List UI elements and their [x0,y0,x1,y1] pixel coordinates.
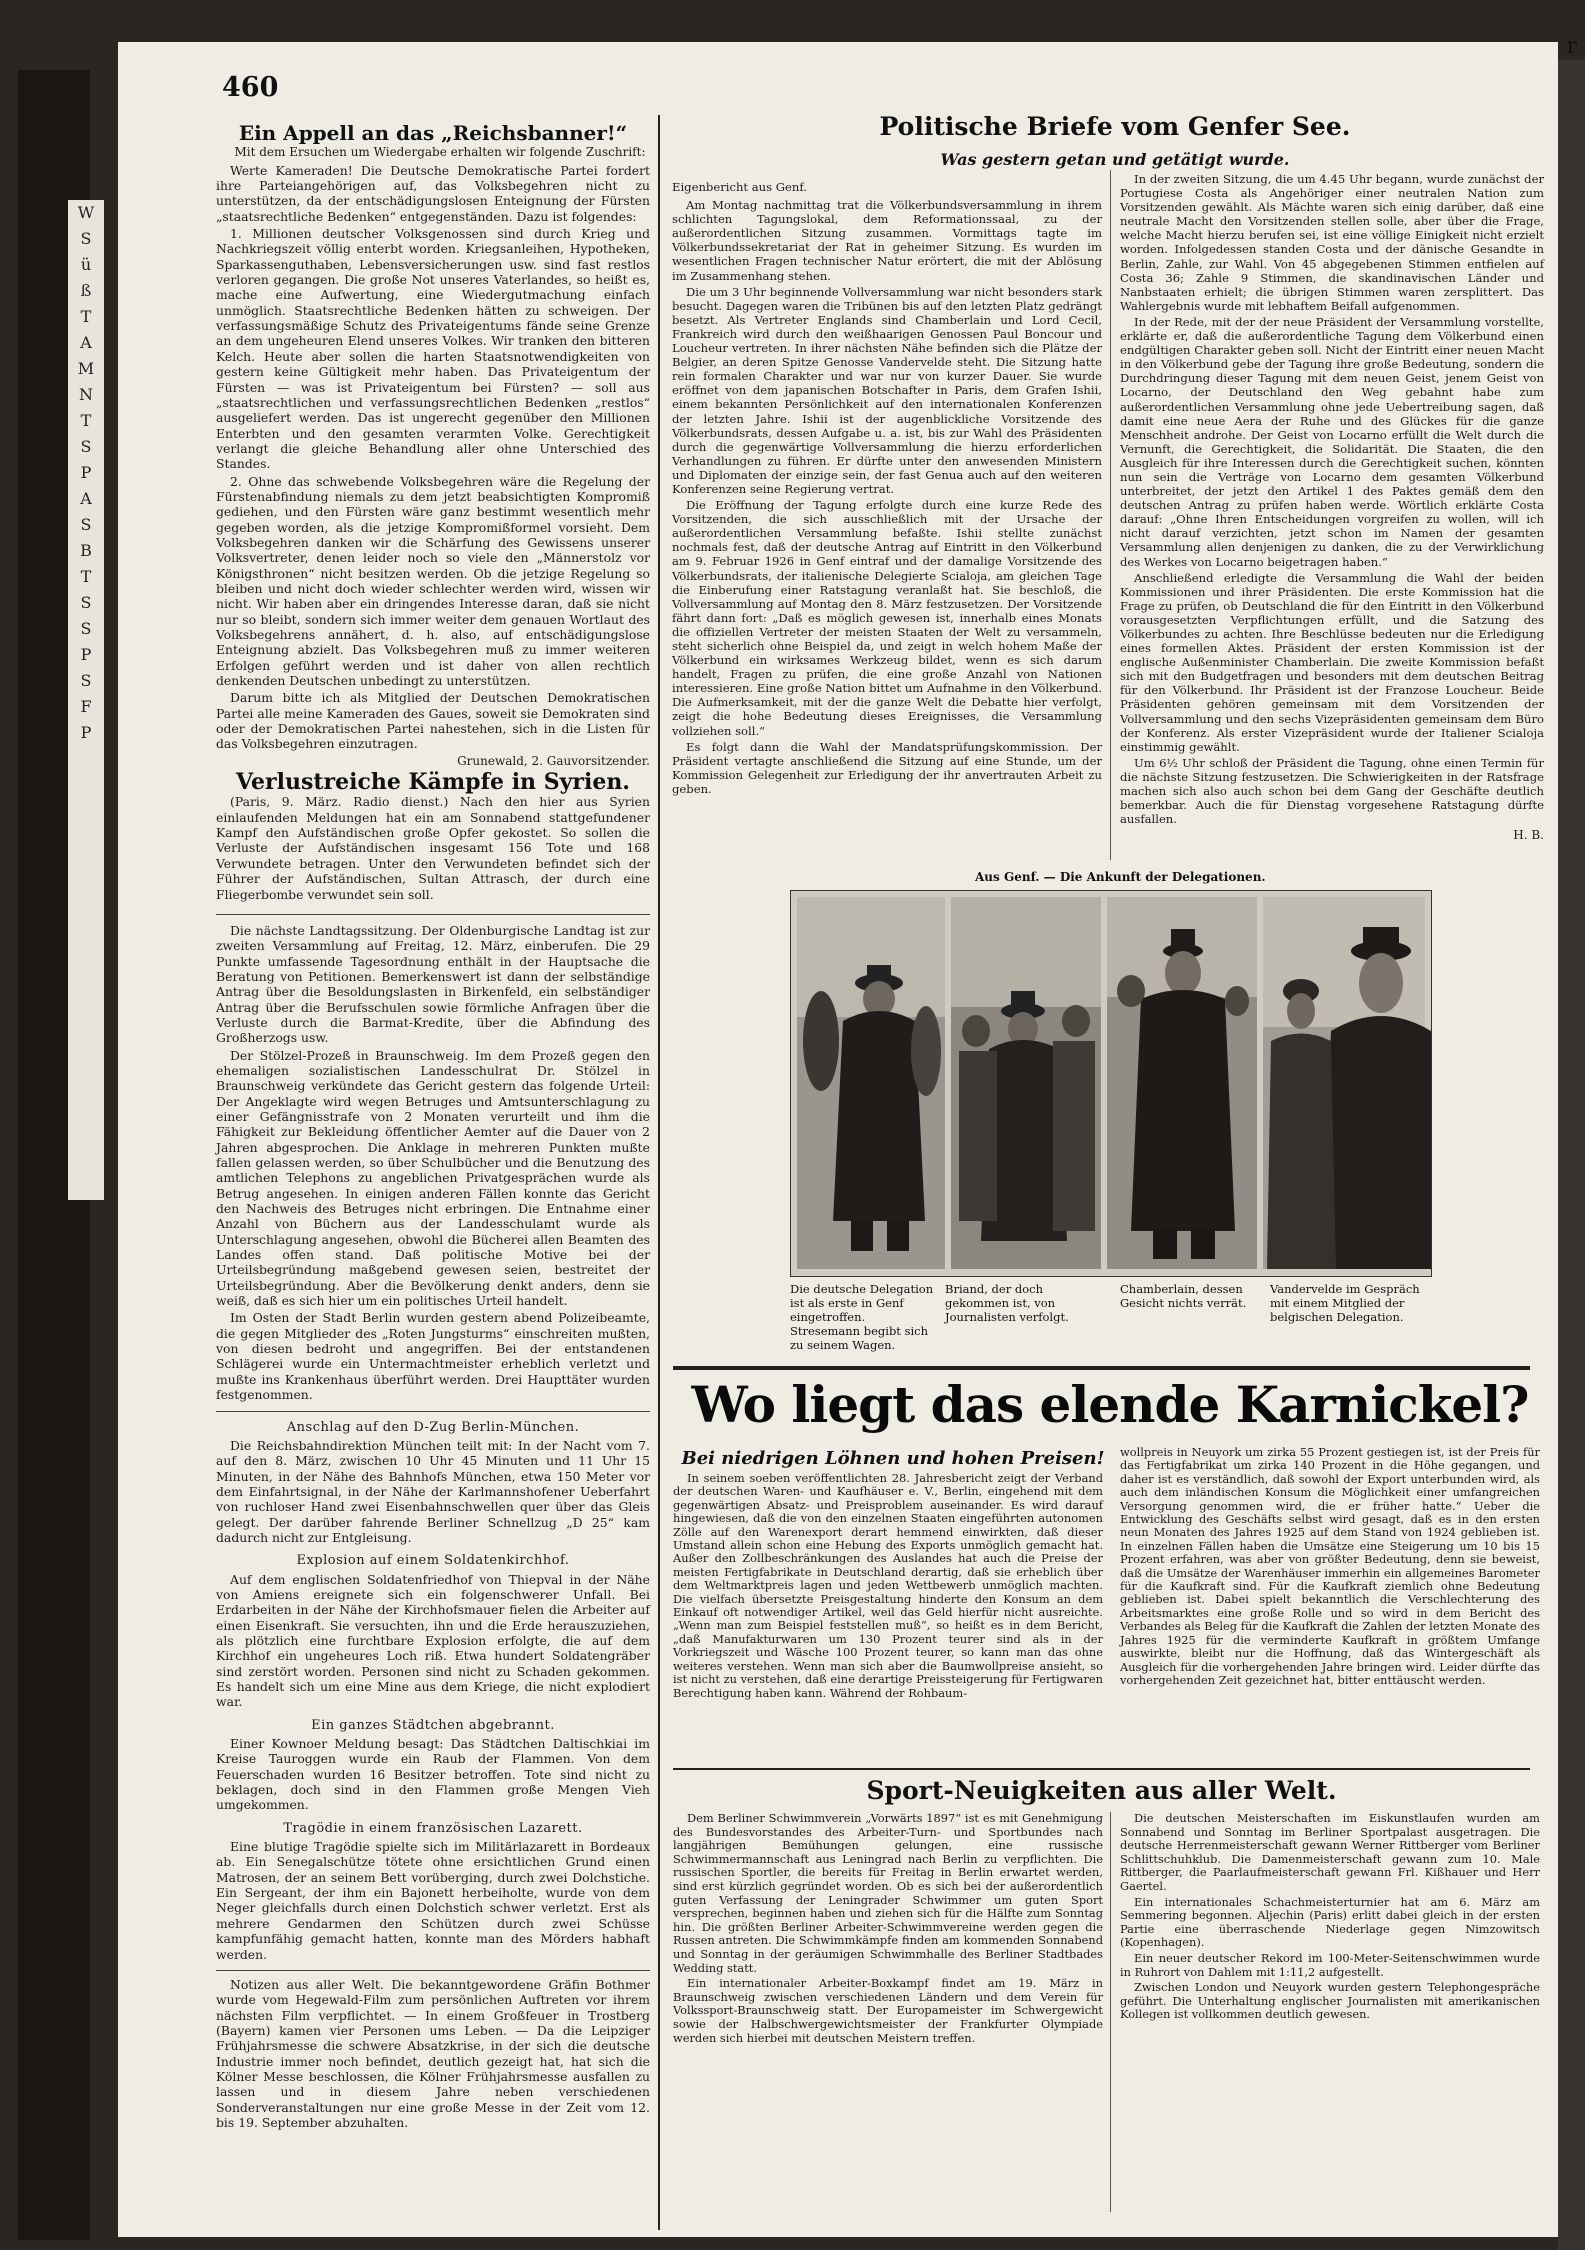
genf-paragraph: In der Rede, mit der der neue Präsident der Versammlung vorstellte, erklärte er, daß die außerordentliche Tagung dem Völkerbund einen endgültigen Charakter geben soll. Nicht der Eintritt einer neuen Macht in den Völkerbund gebe der Tagung ihre große Bedeutung, sondern die Durchdringung dieser Tagung mit dem neuen Geist, jenem Geist von Locarno, der Deutschland den Weg gebahnt habe zum außerordentlichen Versammlung ohne jede Uebertreibung sagen, daß damit eine neue Aera der Ruhe und des Glückes für die ganze Menschheit androhe. Der Geist von Locarno erfüllt die Welt durch die Vernunft, die Gerechtigkeit, die Solidarität. Die Staaten, die den Ausgleich für ihre Interessen durch die Gerechtigkeit suchen, könnten nun sein die Verträge von Locarno dem gesamten Völkerbund unterbreitet, der jetzt den Artikel 1 des Paktes gemäß dem den deutschen Antrag zu prüfen haben werde. Wörtlich erklärte Costa darauf: „Ohne Ihren Entscheidungen vorgreifen zu wollen, will ich nicht darauf verzichten, jetzt schon im Namen der gesamten Versammlung allen denjenigen zu danken, die zu der Verwirklichung des Werkes von Locarno beigetragen haben.“ [1120,314,1544,569]
binding-fragment-letter: T [80,307,92,326]
genf-paragraph: Die um 3 Uhr beginnende Vollversammlung war nicht besonders stark besucht. Dagegen waren die Tribünen bis auf den letzten Platz gedrängt besetzt. Als Vertreter Englands sind Chamberlain und Lord Cecil, Frankreich wird durch den weißhaarigen Genossen Paul Boncour und Loucheur vertreten. In ihrer nächsten Nähe befinden sich die Plätze der Belgier, an deren Spitze Genosse Vandervelde steht. Die Sitzung hatte rein formalen Charakter und war nur von kurzer Dauer. Sie wurde eröffnet von dem japanischen Botschafter in Paris, dem Grafen Ishii, einem bekannten Persönlichkeit auf den internationalen Konferenzen der letzten Jahre. Ishii ist der augenblickliche Vorsitzende des Völkerbundsrats, dessen Aufgabe u. a. ist, bis zur Wahl des Präsidenten durch die gegenwärtige Vollversammlung die hierzu erforderlichen Verhandlungen zu führen. Er dürfte unter den anwesenden Ministern und Diplomaten der einzige sein, der fast Genua auch auf den weiteren Konferenzen seine Regierung vertrat. [672,284,1102,496]
genf-paragraph: Anschließend erledigte die Versammlung die Wahl der beiden Kommissionen und ihrer Präsidenten. Die erste Kommission hat die Frage zu prüfen, ob Deutschland die für den Eintritt in den Völkerbund vorausgesetzten Verpflichtungen erfüllt, und die Satzung des Völkerbundes zu achten. Ihre Beschlüsse bedeuten nur die Erledigung eines formellen Aktes. Präsident der ersten Kommission ist der englische Außenminister Chamberlain. Die zweite Kommission befaßt sich mit den Budgetfragen und besonders mit dem deutschen Beitrag für den Völkerbund. Ihr Präsident ist der Franzose Loucheur. Beide Präsidenten gehören gemeinsam mit dem Vorsitzenden der Vollversammlung und den sechs Vizepräsidenten gemeinsam dem Büro der Konferenz. Als erster Vizepräsident wurde der Italiener Scialoja einstimmig gewählt. [1120,570,1544,754]
page-number: 460 [222,72,279,103]
notice-dzug: Die Reichsbahndirektion München teilt mit: In der Nacht vom 7. auf den 8. März, zwischen 10 Uhr 45 Minuten und 11 Uhr 15 Minuten, in der Nähe des Bahnhofs München, etwa 150 Meter vor dem Einfahrtsignal, in der Nähe der Karlmannshofener Ueberfahrt von ruchloser Hand zwei Eisenbahnschwellen quer über das Gleis gelegt. Der darüber fahrende Berliner Schnellzug „D 25“ kam dadurch nicht zur Entgleisung. [216,1437,650,1545]
photo-caption-briand: Briand, der doch gekommen ist, von Journalisten verfolgt. [945,1282,1069,1324]
brand-headline: Ein ganzes Städtchen abgebrannt. [311,1717,555,1733]
genf-headline: Politische Briefe vom Genfer See. [879,112,1351,141]
notice-explosion: Auf dem englischen Soldatenfriedhof von Thiepval in der Nähe von Amiens ereignete sich ein folgenschwerer Unfall. Bei Erdarbeiten in der Nähe der Kirchhofsmauer fielen die Arbeiter auf einen Eisenkraft. Sie versuchten, ihn und die Erde herauszuziehen, als plötzlich eine furchtbare Explosion erfolgte, die auf dem Kirchhof ein ungeheures Loch riß. Etwa hundert Soldatengräber sind zerstört worden. Personen sind nicht zu Schaden gekommen. Es handelt sich um eine Mine aus dem Kriege, die nicht explodiert war. [216,1571,650,1710]
photo-caption-chamberlain: Chamberlain, dessen Gesicht nichts verrät. [1120,1282,1247,1310]
section-divider [216,904,650,915]
genf-paragraph: Die Eröffnung der Tagung erfolgte durch eine kurze Rede des Vorsitzenden, die sich ausschließlich mit der Ursache der außerordentlichen Versammlung befaßte. Ishii stellte zunächst nochmals fest, daß der deutsche Antrag auf Eintritt in den Völkerbund am 9. Februar 1926 in Genf eintraf und der damalige Vorsitzende des Völkerbundsrats, der italienische Delegierte Scialoja, am gleichen Tage die Einberufung einer Ratstagung veranlaßt hat. Sie beschloß, die Vollversammlung auf Montag den 8. März festzusetzen. Der Vorsitzende fährt dann fort: „Daß es möglich gewesen ist, innerhalb eines Monats die offiziellen Vertreter der meisten Staaten der Welt zu versammeln, steht sicherlich ohne Beispiel da, und zeigt in welch hohem Maße der Völkerbund ein wirksames Werkzeug bildet, wenn es sich darum handelt, Fragen zu prüfen, die eine große Anzahl von Nationen interessieren. Eine große Nation bittet um Aufnahme in den Völkerbund. Die Aufmerksamkeit, mit der die ganze Welt die Debatte hier verfolgt, zeigt die hohe Bedeutung dieses Ereignisses, die Versammlung vollziehen soll.“ [672,498,1102,738]
corner-mark: r [1566,34,1577,59]
binding-fragment-letter: ß [80,281,92,300]
sport-paragraph: Zwischen London und Neuyork wurden gestern Telephongespräche geführt. Die Unterhaltung englischer Journalisten mit amerikanischen Kollegen ist vollkommen deutlich gewesen. [1120,1980,1540,2022]
binding-fragment-letter: ü [80,255,92,274]
left-column [216,120,650,2132]
sport-paragraph: Ein neuer deutscher Rekord im 100-Meter-Seitenschwimmen wurde in Ruhrort von Dahlem mit 1:11,2 aufgestellt. [1120,1950,1540,1979]
binding-fragment-letter: P [80,645,92,664]
appell-paragraph: Darum bitte ich als Mitglied der Deutschen Demokratischen Partei alle meine Kameraden des Gaues, soweit sie Demokraten sind oder der Demokratischen Partei nahestehen, sich in die Listen für das Volksbegehren einzutragen. [216,690,650,752]
appell-paragraph: 2. Ohne das schwebende Volksbegehren wäre die Regelung der Fürstenabfindung niemals zu dem jetzt beabsichtigten Kompromiß gediehen, und den Fürsten wäre ganz bestimmt wesentlich mehr gegeben worden, als die jetzige Kompromißformel vorsieht. Dem Volksbegehren danken wir die Schärfung des Gewissens unserer Volksvertreter, denen leider noch so viele den „Männerstolz vor Königsthronen“ nicht besitzen werden. Ob die jetzige Regelung so bleiben und nicht doch wieder schlechter werden wird, wissen wir nicht. Wir haben aber ein dringendes Interesse daran, daß sie nicht nur so bleibt, sondern sich immer weiter dem genauen Wortlaut des Volksbegehrens annähert, d. h. also, auf entschädigungslose Enteignung abzielt. Das Volksbegehren muß zu immer weiteren Erfolgen geführt werden und ist daher von allen rechtlich denkenden Deutschen unbedingt zu unterstützen. [216,473,650,689]
notice-lazarett: Eine blutige Tragödie spielte sich im Militärlazarett in Bordeaux ab. Ein Senegalschütze tötete ohne ersichtlichen Grund einen Matrosen, der an seinem Bett vorüberging, durch zwei Dolchstiche. Ein Sergeant, der ihm ein Bajonett herbeiholte, wurde von dem Neger gleichfalls durch einen Dolchstich schwer verletzt. Erst als mehrere Gendarmen den Schützen durch zwei Schüsse kampfunfähig gemacht hatten, konnte man des Mörders habhaft werden. [216,1839,650,1962]
sport-paragraph: Ein internationaler Arbeiter-Boxkampf findet am 19. März in Braunschweig zwischen verschiedenen Ländern und dem Verein für Volkssport-Braunschweig statt. Der Europameister im Schwergewicht sowie der Halbschwergewichtsmeister der Frankfurter Olympiade werden sich hierbei mit deutschen Meistern treffen. [673,1976,1103,2045]
binding-fragment-letter: M [77,359,95,378]
genf-paragraph: In der zweiten Sitzung, die um 4.45 Uhr begann, wurde zunächst der Portugiese Costa als Angehöriger einer neutralen Nation zum Vorsitzenden gewählt. Als Mächte waren sich einig darüber, daß eine neutrale Macht den Vorsitzenden stellen solle, aber über die Frage, welche Macht hierzu berufen sei, ist eine völlige Einigkeit nicht erzielt worden. Infolgedessen standen Costa und der dänische Gesandte in Berlin, Zahle, zur Wahl. Von 45 abgegebenen Stimmen entfielen auf Costa 36; Zahle 9 Stimmen, die skandinavischen Länder und Nanbstaaten erhielt; die übrigen Stimmen waren zersplittert. Das Wahlergebnis wurde mit lebhaftem Beifall aufgenommen. [1120,172,1544,313]
genf-right-column [1120,172,1544,848]
binding-fragment-letter: F [80,697,92,716]
appell-signature: Grunewald, 2. Gauvorsitzender. [457,753,650,768]
appell-headline: Ein Appell an das „Reichsbanner!“ [238,121,628,145]
photo-caption-german-delegation: Die deutsche Delegation ist als erste in Genf eingetroffen. Stresemann begibt sich zu seinem Wagen. [790,1282,934,1352]
genf-left-column [672,180,1102,798]
notice-notizen: Notizen aus aller Welt. Die bekanntgewordene Gräfin Bothmer wurde vom Hegewald-Film zum persönlichen Auftreten vor ihrem nächsten Film verpflichtet. — In einem Großfeuer in Trostberg (Bayern) kamen vier Personen ums Leben. — Da die Leipziger Frühjahrsmesse die schwere Absatzkrise, in der sich die deutsche Industrie immer noch befindet, deutlich gezeigt hat, hat sich die Kölner Messe beschlossen, die Kölner Frühjahrsmesse ausfallen zu lassen und in diesem Jahre neben verschiedenen Sonderveranstaltungen nur eine große Messe in der Zeit vom 12. bis 19. September abzuhalten. [216,1976,650,2130]
section-divider [216,1405,650,1412]
binding-fragment-letter: P [80,463,92,482]
lazarett-headline: Tragödie in einem französischen Lazarett. [283,1820,583,1836]
genf-dateline: Eigenbericht aus Genf. [672,180,807,194]
photo-caption-vandervelde: Vandervelde im Gespräch mit einem Mitglied der belgischen Delegation. [1270,1282,1420,1324]
sport-column-divider [1110,1812,1111,2212]
sport-headline: Sport-Neuigkeiten aus aller Welt. [866,1776,1337,1805]
genf-paragraph: Es folgt dann die Wahl der Mandatsprüfungskommission. Der Präsident vertagte anschließend die Sitzung auf eine Stunde, um der Kommission Gelegenheit zur Erledigung der ihr anvertrauten Arbeit zu geben. [672,739,1102,796]
sport-paragraph: Dem Berliner Schwimmverein „Vorwärts 1897“ ist es mit Genehmigung des Bundesvorstandes des Arbeiter-Turn- und Sportbundes nach langjährigen Bemühungen gelungen, eine russische Schwimmermannschaft aus Leningrad nach Berlin zu verpflichten. Die russischen Sportler, die bereits für Freitag in Berlin erwartet werden, sind erst kürzlich gegründet worden. Ob es sich bei der außerordentlich guten Verfassung der Leningrader Schwimmer um guten Sport versprechen, beginnen haben und ziehen sich für die Hälfte zum Sonntag hin. Die größten Berliner Arbeiter-Schwimmvereine werden gegen die Russen antreten. Die Schwimmkämpfe finden am kommenden Sonnabend und Sonntag in der geräumigen Schwimmhalle des Berliner Stadtbades Wedding statt. [673,1811,1103,1975]
delegation-photo-strip [790,890,1432,1277]
karnickel-right-column [1120,1446,1540,1689]
appell-intro: Mit dem Ersuchen um Wiedergabe erhalten wir folgende Zuschrift: [234,145,646,160]
binding-fragment-letter: A [80,489,92,508]
notice-stoelzel: Der Stölzel-Prozeß in Braunschweig. Im dem Prozeß gegen den ehemaligen sozialistischen Landesschulrat Dr. Stölzel in Braunschweig verkündete das Gericht gestern das folgende Urteil: Der Angeklagte wird wegen Betruges und Amtsunterschlagung zu einer Gefängnisstrafe von 2 Monaten verurteilt und ihm die Fähigkeit zur Bekleidung öffentlicher Aemter auf die Dauer von 2 Jahren abgesprochen. Die Anklage in mehreren Punkten mußte fallen gelassen werden, so über Schulbücher und die Benutzung des amtlichen Telephons zu angeblichen Privatgesprächen wurde als Betrug angesehen. In einigen anderen Fällen konnte das Gericht den Nachweis des Betruges nicht erbringen. Die Entnahme einer Anzahl von Büchern aus der Landesschulamt wurde als Unterschlagung angesehen, obwohl die Bücherei allen Beamten des Landes offen stand. Daß politische Motive bei der Urteilsbegründung maßgebend gewesen seien, bestreitet der Urteilsbegründung. Aber die Bevölkerung denkt anders, denn sie weiß, daß es sich hier um ein politisches Urteil handelt. [216,1047,650,1309]
binding-fragment-letter: S [80,515,92,534]
syrien-headline: Verlustreiche Kämpfe in Syrien. [236,769,630,796]
section-divider [216,1964,650,1971]
photo-caption-header: Aus Genf. — Die Ankunft der Delegationen. [975,870,1266,884]
binding-fragment-letter: A [80,333,92,352]
sport-paragraph: Ein internationales Schachmeisterturnier hat am 6. März am Semmering begonnen. Aljechin (Paris) erlitt dabei gleich in der ersten Partie eine überraschende Niederlage gegen Nimzowitsch (Kopenhagen). [1120,1894,1540,1950]
dzug-headline: Anschlag auf den D-Zug Berlin-München. [286,1419,580,1435]
binding-fragment-letter: T [80,567,92,586]
karnickel-subheadline: Bei niedrigen Löhnen und hohen Preisen! [681,1448,1105,1469]
binding-fragment-letter: S [80,229,92,248]
book-binding [18,70,95,2240]
notice-brand: Einer Kownoer Meldung besagt: Das Städtchen Daltischkiai im Kreise Tauroggen wurde ein Raub der Flammen. Von dem Feuerschaden wurden 16 Besitzer betroffen. Tote sind nicht zu beklagen, doch sind in den Flammen große Mengen Vieh umgekommen. [216,1736,650,1813]
sport-left-column [673,1812,1103,2047]
binding-fragment-letter: P [80,723,92,742]
delegation-photo [791,891,1431,1276]
adjacent-page-strip [68,200,104,1200]
binding-fragment-letter: S [80,671,92,690]
binding-fragment-letter: T [80,411,92,430]
sport-paragraph: Die deutschen Meisterschaften im Eiskunstlaufen wurden am Sonnabend und Sonntag im Berliner Sportpalast ausgetragen. Die deutsche Herrenmeisterschaft gewann Werner Rittberger vom Berliner Schlittschuhklub. Die Damenmeisterschaft gewann zum 10. Male Rittberger, die Paarlaufmeisterschaft gewann Frl. Kißhauer und Herr Gaertel. [1120,1811,1540,1893]
appell-paragraph: 1. Millionen deutscher Volksgenossen sind durch Krieg und Nachkriegszeit völlig enterbt worden. Kriegsanleihen, Hypotheken, Sparkassenguthaben, Lebensversicherungen usw. sind fast restlos verloren gegangen. Die große Not unseres Vaterlandes, so heißt es, mache eine Aufwertung, eine Wiedergutmachung einfach unmöglich. Staatsrechtliche Bedenken hätten zu schweigen. Der verfassungsmäßige Schutz des Privateigentums fände seine Grenze an dem ungeheuren Elend unseres Volkes. Wir tranken den bitteren Kelch. Heute aber sollen die harten Staatsnotwendigkeiten von gestern keine Gültigkeit mehr haben. Das Privateigentum der Fürsten — was ist Privateigentum bei Fürsten? — soll aus „staatsrechtlichen und verfassungsrechtlichen Bedenken „restlos“ ausgeliefert werden. Das ist ungerecht gegenüber den Millionen Enterbten und den gesamten verarmten Volke. Gerechtigkeit verlangt die gleiche Behandlung aller ohne Unterschied des Standes. [216,226,650,472]
sport-right-column [1120,1812,1540,2024]
genf-paragraph: Um 6½ Uhr schloß der Präsident die Tagung, ohne einen Termin für die nächste Sitzung festzusetzen. Die Schwierigkeiten in der Ratsfrage machen sich also auch schon bei dem Gang der Geschäfte deutlich bemerkbar. Auch die für Dienstag vorgesehene Ratstagung dürfte ausfallen. [1120,755,1544,827]
binding-fragment-letter: W [77,203,95,222]
explosion-headline: Explosion auf einem Soldatenkirchhof. [296,1553,570,1569]
genf-column-divider [1110,170,1111,860]
notice-landtag: Die nächste Landtagssitzung. Der Oldenburgische Landtag ist zur zweiten Versammlung auf Freitag, 12. März, einberufen. Die 29 Punkte umfassende Tagesordnung enthält in der Hauptsache die Beratung von Petitionen. Bemerkenswert ist dann der selbständige Antrag über die Besoldungslasten in Birkenfeld, ein selbständiger Antrag über die Berufsschulen sowie förmliche Anfragen über die Verluste durch die Barmat-Kredite, über die Abfindung des Großherzogs usw. [216,922,650,1046]
karnickel-left-column [673,1472,1103,1702]
sport-top-rule [673,1768,1530,1770]
binding-fragment-letter: S [80,437,92,456]
genf-signature: H. B. [1513,828,1544,843]
right-page-edge [1558,60,1585,2250]
appell-paragraph: Werte Kameraden! Die Deutsche Demokratische Partei fordert ihre Parteiangehörigen auf, das Volksbegehren nicht zu unterstützen, da der entschädigungslosen Enteignung der Fürsten „staatsrechtliche Bedenken“ entgegenständen. Dazu ist folgendes: [216,162,650,224]
karnickel-headline: Wo liegt das elende Karnickel? [691,1375,1529,1434]
karnickel-paragraph: In seinem soeben veröffentlichten 28. Jahresbericht zeigt der Verband der deutschen Waren- und Kaufhäuser e. V., Berlin, eingehend mit dem gegenwärtigen Absatz- und Preisproblem auseinander. Es wird darauf hingewiesen, daß die von den einzelnen Staaten eingeführten autonomen Zölle auf den Warenexport derart hemmend einwirkten, daß dieser Umstand allein schon eine Hebung des Exports unmöglich gemacht hat. Außer den Zollbeschränkungen des Auslandes hat auch die Preise der meisten Fertigfabrikate in Deutschland derartig, daß sie erheblich über dem Weltmarktpreis lagen und jeden Wettbewerb unmöglich machten. Die vielfach übersetzte Preisgestaltung hinderte den Konsum an dem Einkauf oft notwendiger Artikel, weil das Geld hierfür nicht ausreichte. „Wenn man zum Beispiel feststellen muß“, so heißt es in dem Bericht, „daß Manufakturwaren um 130 Prozent teurer sind als in der Vorkriegszeit und Wäsche 100 Prozent teurer, so kann man das ohne weiteres verstehen. Wenn man sich aber die Baumwollpreise ansieht, so ist nicht zu verstehen, daß eine derartige Preissteigerung für Fertigwaren Berechtigung haben kann. Während der Rohbaum- [673,1471,1103,1700]
karnickel-paragraph: wollpreis in Neuyork um zirka 55 Prozent gestiegen ist, ist der Preis für das Fertigfabrikat um zirka 140 Prozent in die Höhe gegangen, und daher ist es verständlich, daß sowohl der Export unterbunden wird, als auch dem inländischen Konsum die Möglichkeit einer umfangreichen Versorgung genommen wird, die er früher hatte.“ Ueber die Entwicklung des Geschäfts selbst wird gesagt, daß es in den ersten neun Monaten des Jahres 1925 auf dem Stand von 1924 geblieben ist. In einzelnen Fällen haben die Umsätze eine Steigerung um 10 bis 15 Prozent erfahren, was aber von größter Bedeutung, denn sie beweist, daß die Umsätze der Warenhäuser immerhin ein allgemeines Barometer für die Kaufkraft sind. Für die Kaufkraft ziemlich ohne Bedeutung geblieben ist. Dabei spielt bekanntlich die Verschlechterung des Arbeitsmarktes eine große Rolle und so wird in dem Bericht des Verbandes als Beleg für die Kaufkraft die Zahlen der letzten Monate des Jahres 1925 für die verminderte Kaufkraft in größtem Umfange auswirkte, bleibt nur die Hoffnung, daß das Wintergeschäft als Ausgleich für die vorhergehenden Jahre bringen wird. Leider dürfte das vorhergehenden Zeit gezeichnet hat, bitter enttäuscht werden. [1120,1445,1540,1687]
binding-fragment-letter: B [80,541,92,560]
notice-berlin: Im Osten der Stadt Berlin wurden gestern abend Polizeibeamte, die gegen Mitglieder des „Roten Jungsturms“ einschreiten mußten, von diesen bedroht und angegriffen. Bei der entstandenen Schlägerei wurde ein Untermachtmeister erheblich verletzt und mußte ins Krankenhaus überführt werden. Drei Haupttäter wurden festgenommen. [216,1310,650,1403]
genf-paragraph: Am Montag nachmittag trat die Völkerbundsversammlung in ihrem schlichten Tagungslokal, dem Reformationssaal, zu der außerordentlichen Sitzung zusammen. Vormittags tagte im Völkerbundssekretariat der Rat in geheimer Sitzung. Es wurden im wesentlichen Fragen technischer Natur erörtert, die mit der Ablösung im Zusammenhang stehen. [672,198,1102,283]
binding-fragment-letter: S [80,619,92,638]
binding-fragment-letter: S [80,593,92,612]
syrien-paragraph: (Paris, 9. März. Radio dienst.) Nach den hier aus Syrien einlaufenden Meldungen hat ein am Sonnabend stattgefundener Kampf den Aufständischen große Opfer gekostet. So sollen die Verluste der Aufständischen insgesamt 156 Tote und 168 Verwundete betragen. Unter den Verwundeten befindet sich der Führer der Aufständischen, Sultan Attrasch, der durch eine Fliegerbombe verwundet sein soll. [216,794,650,902]
column-divider [658,115,660,2230]
binding-fragment-letter: N [79,385,93,404]
karnickel-top-rule [673,1366,1530,1370]
genf-subheadline: Was gestern getan und getätigt wurde. [940,150,1290,169]
